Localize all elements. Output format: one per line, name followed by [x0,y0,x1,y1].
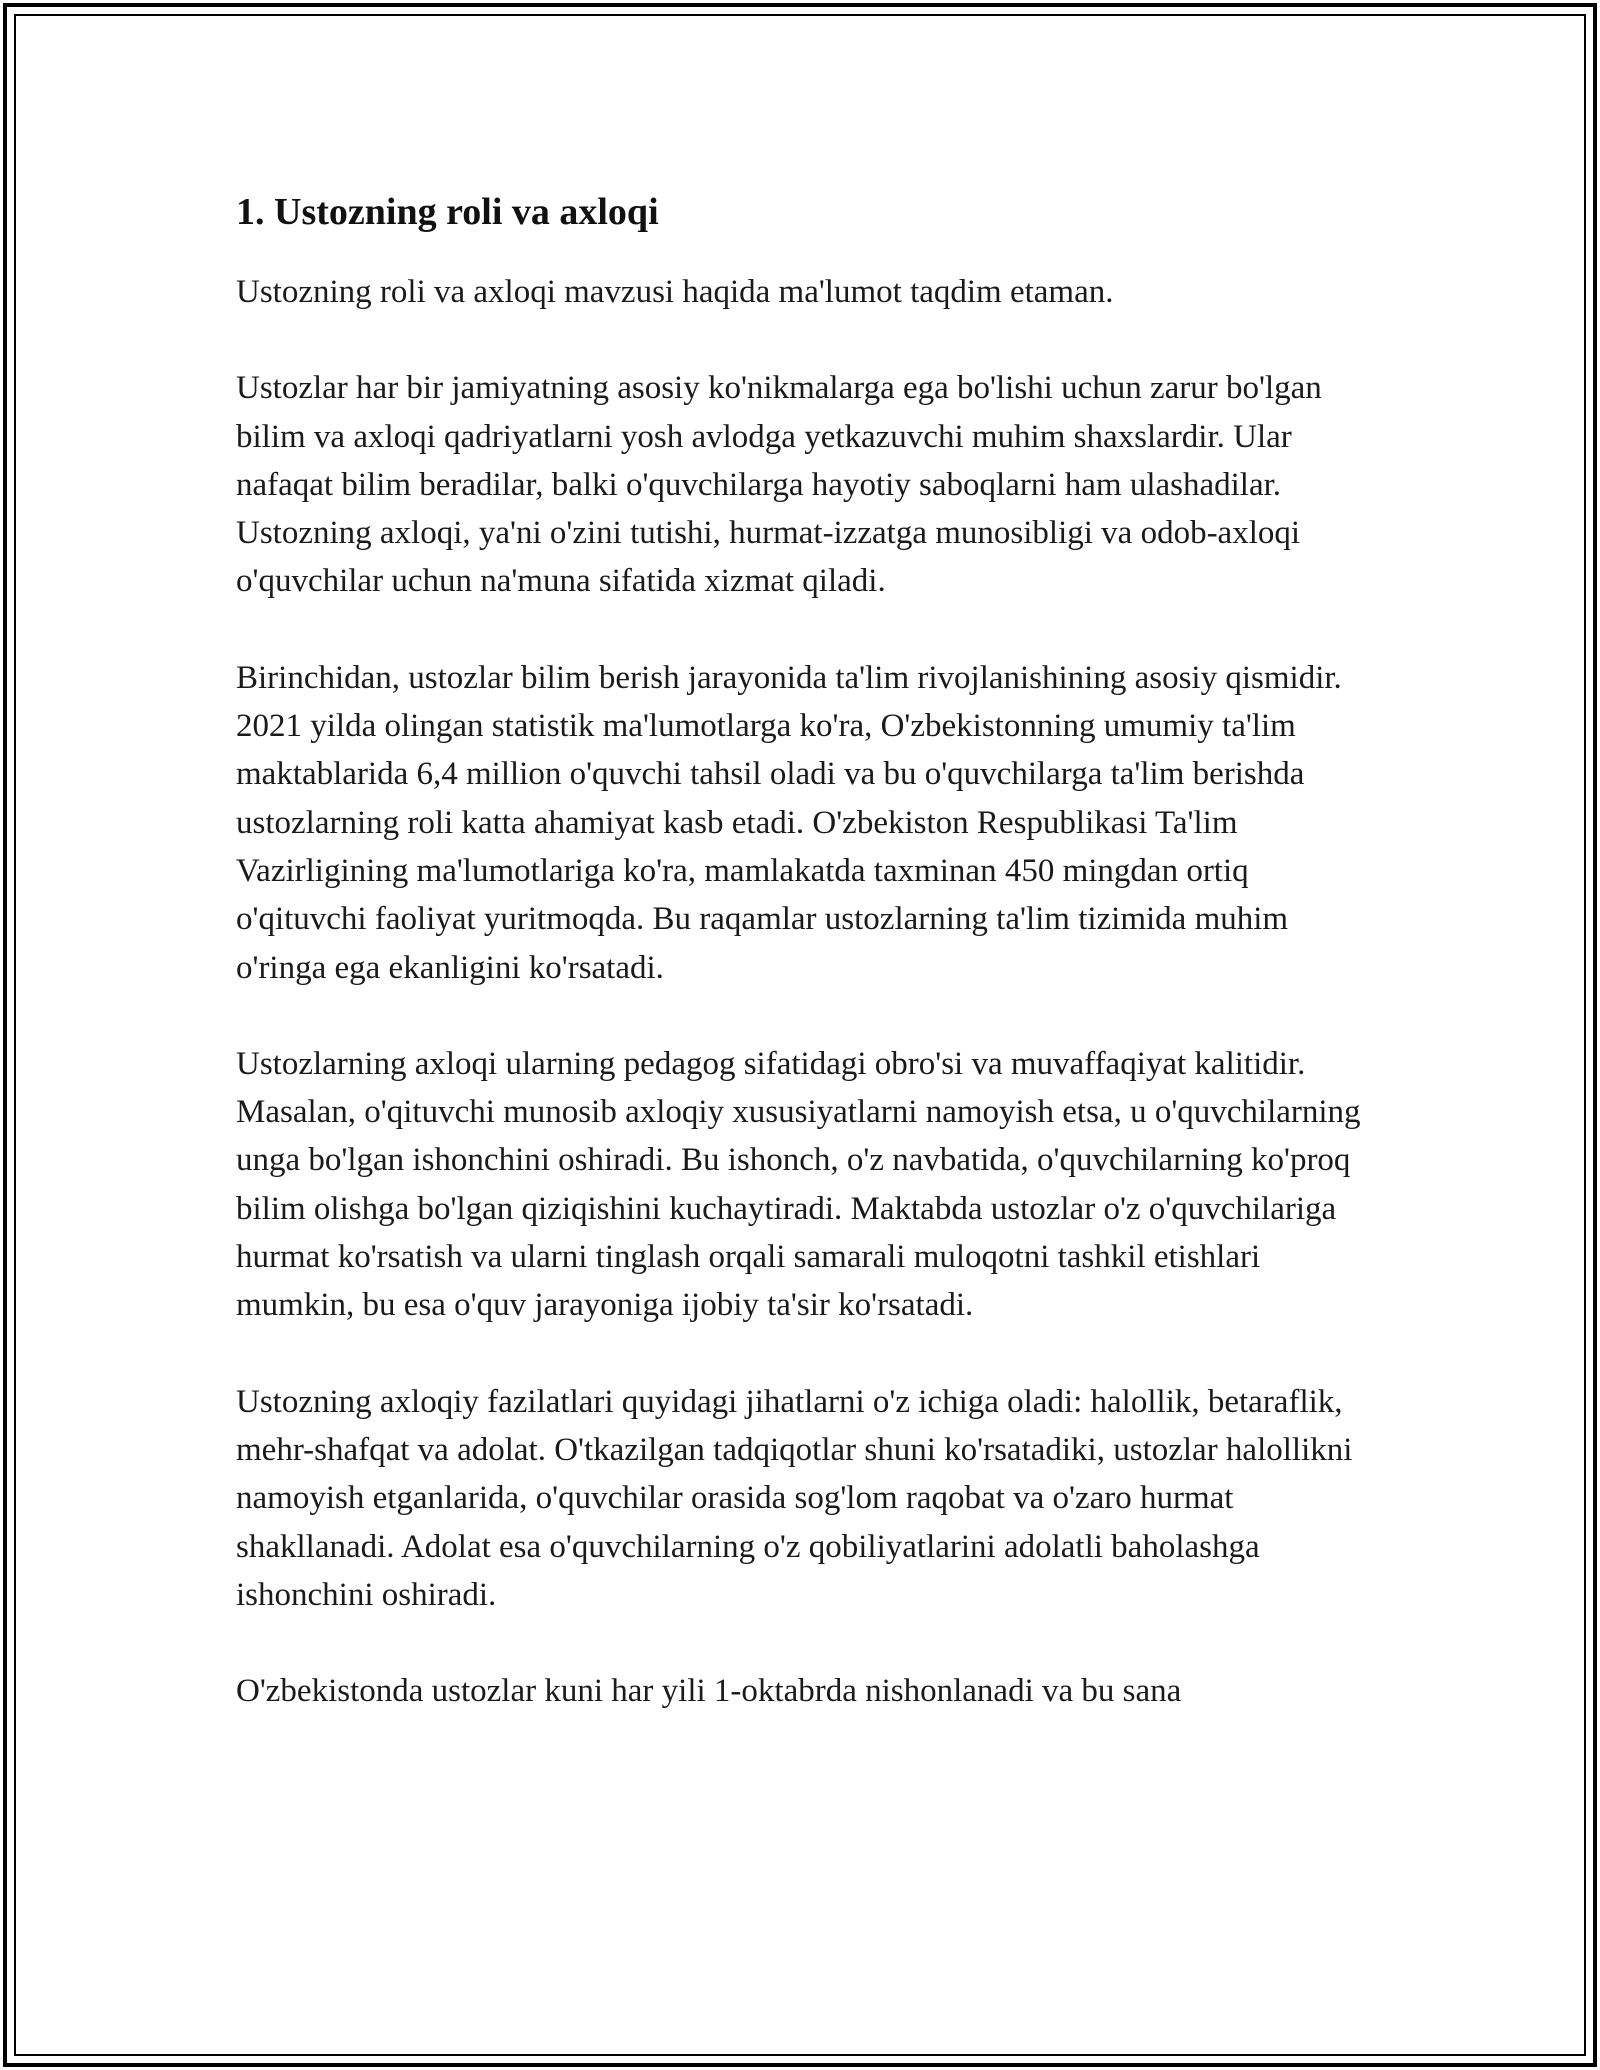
paragraph-teachers-day: O'zbekistonda ustozlar kuni har yili 1-oktabrda nishonlanadi va bu sana [236,1673,1182,1710]
paragraph-virtues: Ustozning axloqiy fazilatlari quyidagi jihatlarni o'z ichiga oladi: halollik, betaraflik, mehr-shafqat va adolat. O'tkazilgan tadqiqotlar shuni ko'rsatadiki, ustozlar halollikni namoyish etganlarida, o'quvchilar orasida sog'lom raqobat va o'zaro hurmat shakllanadi. Adolat esa o'quvchilarning o'z qobiliyatlarini adolatli baholashga ishonchini oshiradi. [236,1383,1353,1613]
paragraph-statistics: Birinchidan, ustozlar bilim berish jarayonida ta'lim rivojlanishining asosiy qismidir. 2021 yilda olingan statistik ma'lumotlarga ko'ra, O'zbekistonning umumiy ta'lim maktablarida 6,4 million o'quvchi tahsil oladi va bu o'quvchilarga ta'lim berishda ustozlarning roli katta ahamiyat kasb etadi. O'zbekiston Respublikasi Ta'lim Vazirligining ma'lumotlariga ko'ra, mamlakatda taxminan 450 mingdan ortiq o'qituvchi faoliyat yuritmoqda. Bu raqamlar ustozlarning ta'lim tizimida muhim o'ringa ega ekanligini ko'rsatadi. [236,659,1342,986]
paragraph-intro: Ustozning roli va axloqi mavzusi haqida ma'lumot taqdim etaman. [236,274,1114,310]
document-content [236,186,1386,1763]
paragraph-role: Ustozlar har bir jamiyatning asosiy ko'nikmalarga ega bo'lishi uchun zarur bo'lgan bilim va axloqi qadriyatlarni yosh avlodga yetkazuvchi muhim shaxslardir. Ular nafaqat bilim beradilar, balki o'quvchilarga hayotiy saboqlarni ham ulashadilar. Ustozning axloqi, ya'ni o'zini tutishi, hurmat-izzatga munosibligi va odob-axloqi o'quvchilar uchun na'muna sifatida xizmat qiladi. [236,370,1322,600]
paragraph-ethics: Ustozlarning axloqi ularning pedagog sifatidagi obro'si va muvaffaqiyat kalitidir. Masalan, o'qituvchi munosib axloqiy xususiyatlarni namoyish etsa, u o'quvchilarning unga bo'lgan ishonchini oshiradi. Bu ishonch, o'z navbatida, o'quvchilarning ko'proq bilim olishga bo'lgan qiziqishini kuchaytiradi. Maktabda ustozlar o'z o'quvchilariga hurmat ko'rsatish va ularni tinglash orqali samarali muloqotni tashkil etishlari mumkin, bu esa o'quv jarayoniga ijobiy ta'sir ko'rsatadi. [236,1045,1361,1324]
section-heading: 1. Ustozning roli va axloqi [236,191,659,233]
